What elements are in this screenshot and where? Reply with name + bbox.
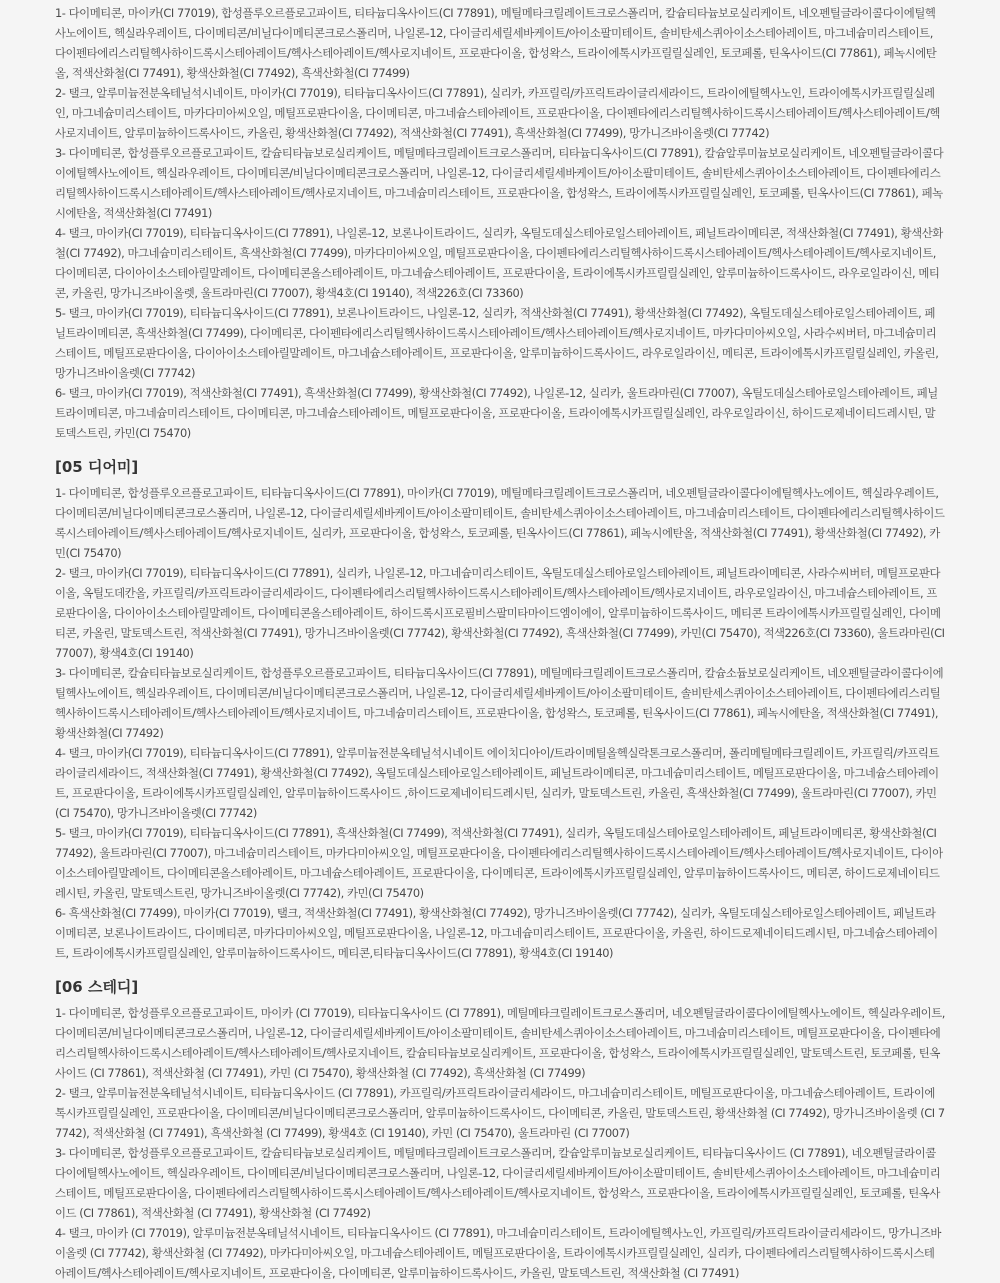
ingredient-document xyxy=(55,3,945,1283)
ingredient-list-item: 1- 다이메티콘, 합성플루오르플로고파이트, 마이카 (CI 77019), 티타늄디옥사이드 (CI 77891), 메틸메타크릴레이트크로스폴리머, 네오펜틸글라이콜다이에틸헥사노에이트, 헥실라우레이트, 다이메티콘/비닐다이메티콘크로스폴리머, 나일론-12, 다이글리세릴세바케이트/아이소팔미테이트, 솔비탄세스퀴아이소스테아레이트, 마그네슘미리스테이트, 메틸프로판다이올, 다이펜타에리스리틸헥사하이드록시스테아레이트/헥사스테아레이트/헥사로지네이트, 칼슘티타늄보로실리케이트, 프로판다이올, 합성왁스, 트라이에톡시카프릴릴실레인, 말토덱스트린, 토코페롤, 틴옥사이드 (CI 77861), 적색산화철 (CI 77491), 카민 (CI 75470), 황색산화철 (CI 77492), 흑색산화철 (CI 77499) xyxy=(55,1006,945,1080)
ingredient-list-item: 2- 탤크, 마이카(CI 77019), 티타늄디옥사이드(CI 77891), 실리카, 나일론-12, 마그네슘미리스테이트, 옥틸도데실스테아로일스테아레이트, 페닐트라이메티콘, 사라수씨버터, 메틸프로판다이올, 옥틸도데칸올, 카프릴릭/카프릭트라이글리세라이드, 다이펜타에리스리틸헥사하이드록시스테아레이트/헥사스테아레이트/헥사로지네이트, 라우로일라이신, 마그네슘스테아레이트, 프로판다이올, 다이아이소스테아릴말레이트, 다이메티콘올스테아레이트, 하이드록시프로필비스팔미타마이드엠이에이, 알루미늄하이드록사이드, 메티콘 트라이에톡시카프릴릴실레인, 다이메티콘, 카올린, 말토덱스트린, 적색산화철(CI 77491), 망가니즈바이올렛(CI 77742), 황색산화철(CI 77492), 흑색산화철(CI 77499), 카민(CI 75470), 적색226호(CI 73360), 울트라마린(CI 77007), 황색4호(CI 19140) xyxy=(55,566,945,660)
ingredient-list-item: 2- 탤크, 알루미늄전분옥테닐석시네이트, 티타늄디옥사이드 (CI 77891), 카프릴릭/카프릭트라이글리세라이드, 마그네슘미리스테이트, 메틸프로판다이올, 마그네슘스테아레이트, 트라이에톡시카프릴릴실레인, 프로판다이올, 다이메티콘/비닐다이메티콘크로스폴리머, 알루미늄하이드록사이드, 다이메티콘, 카올린, 말토덱스트린, 황색산화철 (CI 77492), 망가니즈바이올렛 (CI 77742), 적색산화철 (CI 77491), 흑색산화철 (CI 77499), 황색4호 (CI 19140), 카민 (CI 75470), 울트라마린 (CI 77007) xyxy=(55,1086,945,1140)
ingredient-list-item: 4- 탤크, 마이카(CI 77019), 티타늄디옥사이드(CI 77891), 알루미늄전분옥테닐석시네이트 에이치디아이/트라이메틸올헥실락톤크로스폴리머, 폴리메틸메타크릴레이트, 카프릴릭/카프릭트라이글리세라이드, 적색산화철(CI 77491), 황색산화철(CI 77492), 옥틸도데실스테아로일스테아레이트, 페닐트라이메티콘, 마그네슘미리스테이트, 메틸프로판다이올, 마그네슘스테아레이트, 프로판다이올, 트라이에톡시카프릴릴실레인, 알루미늄하이드록사이드 ,하이드로제네이티드레시틴, 실리카, 말토덱스트린, 카올린, 흑색산화철(CI 77499), 울트라마린(CI 77007), 카민(CI 75470), 망가니즈바이올렛(CI 77742) xyxy=(55,746,940,820)
section-heading: [06 스테디] xyxy=(55,978,139,996)
ingredient-list-item: 2- 탤크, 알루미늄전분옥테닐석시네이트, 마이카(CI 77019), 티타늄디옥사이드(CI 77891), 실리카, 카프릴릭/카프릭트라이글리세라이드, 트라이에틸헥사노인, 트라이에톡시카프릴릴실레인, 마그네슘미리스테이트, 마카다미아씨오일, 메틸프로판다이올, 다이메티콘, 마그네슘스테아레이트, 프로판다이올, 다이펜타에리스리틸헥사하이드록시스테아레이트/헥사스테아레이트/헥사로지네이트, 알루미늄하이드록사이드, 카올린, 황색산화철(CI 77492), 적색산화철(CI 77491), 흑색산화철(CI 77499), 망가니즈바이올렛(CI 77742) xyxy=(55,86,940,140)
ingredient-list-item: 3- 다이메티콘, 칼슘티타늄보로실리케이트, 합성플루오르플로고파이트, 티타늄디옥사이드(CI 77891), 메틸메타크릴레이트크로스폴리머, 칼슘소듐보로실리케이트, 네오펜틸글라이콜다이에틸헥사노에이트, 헥실라우레이트, 다이메티콘/비닐다이메티콘크로스폴리머, 나일론-12, 다이글리세릴세바케이트/아이소팔미테이트, 솔비탄세스퀴아이소스테아레이트, 다이펜타에리스리틸헥사하이드록시스테아레이트/헥사스테아레이트/헥사로지네이트, 마그네슘미리스테이트, 프로판다이올, 합성왁스, 토코페롤, 틴옥사이드(CI 77861), 페녹시에탄올, 적색산화철(CI 77491), 황색산화철(CI 77492) xyxy=(55,666,944,740)
ingredient-list-item: 5- 탤크, 마이카(CI 77019), 티타늄디옥사이드(CI 77891), 보론나이트라이드, 나일론-12, 실리카, 적색산화철(CI 77491), 황색산화철(CI 77492), 옥틸도데실스테아로일스테아레이트, 페닐트라이메티콘, 흑색산화철(CI 77499), 다이메티콘, 다이펜타에리스리틸헥사하이드록시스테아레이트/헥사스테아레이트/헥사로지네이트, 마카다미아씨오일, 사라수씨버터, 마그네슘미리스테이트, 메틸프로판다이올, 다이아이소스테아릴말레이트, 마그네슘스테아레이트, 프로판다이올, 알루미늄하이드록사이드, 라우로일라이신, 메티콘, 트라이에톡시카프릴릴실레인, 카올린, 망가니즈바이올렛(CI 77742) xyxy=(55,306,939,380)
ingredient-list-item: 3- 다이메티콘, 합성플루오르플로고파이트, 칼슘티타늄보로실리케이트, 메틸메타크릴레이트크로스폴리머, 티타늄디옥사이드(CI 77891), 칼슘알루미늄보로실리케이트, 네오펜틸글라이콜다이에틸헥사노에이트, 헥실라우레이트, 다이메티콘/비닐다이메티콘크로스폴리머, 나일론-12, 다이글리세릴세바케이트/아이소팔미테이트, 솔비탄세스퀴아이소스테아레이트, 다이펜타에리스리틸헥사하이드록시스테아레이트/헥사스테아레이트/헥사로지네이트, 마그네슘미리스테이트, 프로판다이올, 합성왁스, 트라이에톡시카프릴릴실레인, 토코페롤, 틴옥사이드(CI 77861), 페녹시에탄올, 적색산화철(CI 77491) xyxy=(55,146,944,220)
section-04-continued xyxy=(55,3,945,443)
ingredient-list-item: 3- 다이메티콘, 합성플루오르플로고파이트, 칼슘티타늄보로실리케이트, 메틸메타크릴레이트크로스폴리머, 칼슘알루미늄보로실리케이트, 티타늄디옥사이드 (CI 77891), 네오펜틸글라이콜다이에틸헥사노에이트, 헥실라우레이트, 다이메티콘/비닐다이메티콘크로스폴리머, 나일론-12, 다이글리세릴세바케이트/아이소팔미테이트, 솔비탄세스퀴아이소스테아레이트, 마그네슘미리스테이트, 메틸프로판다이올, 다이펜타에리스리틸헥사하이드록시스테아레이트/헥사스테아레이트/헥사로지네이트, 합성왁스, 프로판다이올, 트라이에톡시카프릴릴실레인, 토코페롤, 틴옥사이드 (CI 77861), 적색산화철 (CI 77491), 황색산화철 (CI 77492) xyxy=(55,1146,941,1220)
ingredient-list-item: 4- 탤크, 마이카 (CI 77019), 알루미늄전분옥테닐석시네이트, 티타늄디옥사이드 (CI 77891), 마그네슘미리스테이트, 트라이에틸헥사노인, 카프릴릭/카프릭트라이글리세라이드, 망가니즈바이올렛 (CI 77742), 황색산화철 (CI 77492), 마카다미아씨오일, 마그네슘스테아레이트, 메틸프로판다이올, 트라이에톡시카프릴릴실레인, 실리카, 다이펜타에리스리틸헥사하이드록시스테아레이트/헥사스테아레이트/헥사로지네이트, 프로판다이올, 다이메티콘, 알루미늄하이드록사이드, 카올린, 말토덱스트린, 적색산화철 (CI 77491) xyxy=(55,1226,941,1280)
ingredient-list-item: 1- 다이메티콘, 마이카(CI 77019), 합성플루오르플로고파이트, 티타늄디옥사이드(CI 77891), 메틸메타크릴레이트크로스폴리머, 칼슘티타늄보로실리케이트, 네오펜틸글라이콜다이에틸헥사노에이트, 헥실라우레이트, 다이메티콘/비닐다이메티콘크로스폴리머, 나일론-12, 다이글리세릴세바케이트/아이소팔미테이트, 솔비탄세스퀴아이소스테아레이트, 마그네슘미리스테이트, 다이펜타에리스리틸헥사하이드록시스테아레이트/헥사스테아레이트/헥사로지네이트, 프로판다이올, 합성왁스, 트라이에톡시카프릴릴실레인, 토코페롤, 틴옥사이드(CI 77861), 페녹시에탄올, 적색산화철(CI 77491), 황색산화철(CI 77492), 흑색산화철(CI 77499) xyxy=(55,6,937,80)
section-06 xyxy=(55,977,945,1283)
ingredient-list-item: 6- 탤크, 마이카(CI 77019), 적색산화철(CI 77491), 흑색산화철(CI 77499), 황색산화철(CI 77492), 나일론-12, 실리카, 울트라마린(CI 77007), 옥틸도데실스테아로일스테아레이트, 페닐트라이메티콘, 마그네슘미리스테이트, 다이메티콘, 마그네슘스테아레이트, 메틸프로판다이올, 프로판다이올, 트라이에톡시카프릴릴실레인, 라우로일라이신, 하이드로제네이티드레시틴, 말토덱스트린, 카민(CI 75470) xyxy=(55,386,938,440)
section-05 xyxy=(55,457,945,963)
ingredient-list-item: 4- 탤크, 마이카(CI 77019), 티타늄디옥사이드(CI 77891), 나일론-12, 보론나이트라이드, 실리카, 옥틸도데실스테아로일스테아레이트, 페닐트라이메티콘, 적색산화철(CI 77491), 황색산화철(CI 77492), 마그네슘미리스테이트, 흑색산화철(CI 77499), 마카다미아씨오일, 메틸프로판다이올, 다이펜타에리스리틸헥사하이드록시스테아레이트/헥사스테아레이트/헥사로지네이트, 다이메티콘, 다이아이소스테아릴말레이트, 다이메티콘올스테아레이트, 마그네슘스테아레이트, 프로판다이올, 트라이에톡시카프릴릴실레인, 알루미늄하이드록사이드, 라우로일라이신, 메티콘, 카올린, 망가니즈바이올렛, 울트라마린(CI 77007), 황색4호(CI 19140), 적색226호(CI 73360) xyxy=(55,226,943,300)
ingredient-list-item: 5- 탤크, 마이카(CI 77019), 티타늄디옥사이드(CI 77891), 흑색산화철(CI 77499), 적색산화철(CI 77491), 실리카, 옥틸도데실스테아로일스테아레이트, 페닐트라이메티콘, 황색산화철(CI 77492), 울트라마린(CI 77007), 마그네슘미리스테이트, 마카다미아씨오일, 메틸프로판다이올, 다이펜타에리스리틸헥사하이드록시스테아레이트/헥사스테아레이트/헥사로지네이트, 다이아이소스테아릴말레이트, 다이메티콘올스테아레이트, 마그네슘스테아레이트, 프로판다이올, 다이메티콘, 트라이에톡시카프릴릴실레인, 알루미늄하이드록사이드, 메티콘, 하이드로제네이티드레시틴, 카올린, 말토덱스트린, 망가니즈바이올렛(CI 77742), 카민(CI 75470) xyxy=(55,826,943,900)
ingredient-list-item: 1- 다이메티콘, 합성플루오르플로고파이트, 티타늄디옥사이드(CI 77891), 마이카(CI 77019), 메틸메타크릴레이트크로스폴리머, 네오펜틸글라이콜다이에틸헥사노에이트, 헥실라우레이트, 다이메티콘/비닐다이메티콘크로스폴리머, 나일론-12, 다이글리세릴세바케이트/아이소팔미테이트, 솔비탄세스퀴아이소스테아레이트, 마그네슘미리스테이트, 다이펜타에리스리틸헥사하이드록시스테아레이트/헥사스테아레이트/헥사로지네이트, 실리카, 프로판다이올, 합성왁스, 토코페롤, 틴옥사이드(CI 77861), 페녹시에탄올, 적색산화철(CI 77491), 황색산화철(CI 77492), 카민(CI 75470) xyxy=(55,486,945,560)
ingredient-list-item: 6- 흑색산화철(CI 77499), 마이카(CI 77019), 탤크, 적색산화철(CI 77491), 황색산화철(CI 77492), 망가니즈바이올렛(CI 77742), 실리카, 옥틸도데실스테아로일스테아레이트, 페닐트라이메티콘, 보론나이트라이드, 다이메티콘, 마카다미아씨오일, 메틸프로판다이올, 나일론-12, 마그네슘미리스테이트, 프로판다이올, 카올린, 하이드로제네이티드레시틴, 마그네슘스테아레이트, 트라이에톡시카프릴릴실레인, 알루미늄하이드록사이드, 메티콘,티타늄디옥사이드(CI 77891), 황색4호(CI 19140) xyxy=(55,906,938,960)
section-heading: [05 디어미] xyxy=(55,458,139,476)
